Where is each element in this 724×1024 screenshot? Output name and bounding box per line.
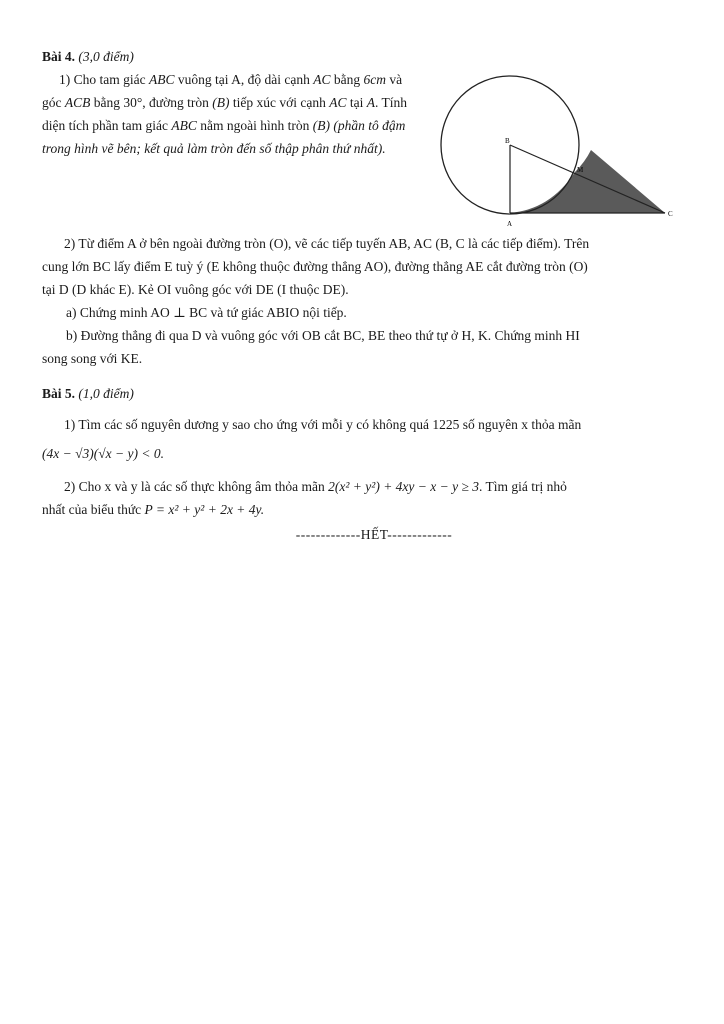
text: nhất của biểu thức bbox=[42, 502, 145, 517]
text: ABC bbox=[148, 72, 175, 87]
text: 2) Cho x và y là các số thực không âm thỏa mãn bbox=[64, 479, 329, 494]
text: (B) bbox=[212, 95, 230, 110]
text: bằng 30°, đường tròn bbox=[90, 95, 213, 110]
text: bằng bbox=[330, 72, 364, 87]
end-text: -------------HẾT------------- bbox=[295, 527, 453, 542]
text: ACB bbox=[64, 95, 91, 110]
bai5-p2-line2 bbox=[42, 498, 692, 521]
bai4-p2-line1: 2) Từ điểm A ở bên ngoài đường tròn (O), vẽ các tiếp tuyến AB, AC (B, C là các tiếp điểm). Trên bbox=[64, 236, 590, 251]
bai4-p2-a: a) Chứng minh AO ⊥ BC và tứ giác ABIO nội tiếp. bbox=[66, 305, 347, 320]
bai4-p2-b1: b) Đường thẳng đi qua D và vuông góc với OB cắt BC, BE theo thứ tự ở H, K. Chứng minh HI bbox=[66, 328, 580, 343]
text: và góc bbox=[42, 72, 403, 110]
text: (phần tô đậm trong hình vẽ bên; kết quả làm tròn đến số thập phân thứ nhất). bbox=[42, 118, 406, 156]
bai4-part2 bbox=[42, 232, 692, 370]
bai5-heading bbox=[42, 382, 692, 405]
text: (B) bbox=[312, 118, 330, 133]
condition-expr: 2(x² + y²) + 4xy − x − y ≥ 3 bbox=[328, 479, 480, 494]
text: 6cm bbox=[363, 72, 386, 87]
text: . Tìm giá trị nhỏ bbox=[479, 479, 567, 494]
bai5-points: (1,0 điểm) bbox=[75, 386, 134, 401]
target-expr: P = x² + y² + 2x + 4y. bbox=[144, 502, 265, 517]
label-a: A bbox=[507, 220, 513, 228]
label-b: B bbox=[505, 137, 510, 145]
text: ABC bbox=[171, 118, 197, 133]
bai4-p2-b2: song song với KE. bbox=[42, 351, 143, 366]
bai4-heading bbox=[42, 45, 407, 68]
text: vuông tại A, độ dài cạnh bbox=[174, 72, 314, 87]
bai5 bbox=[42, 382, 692, 521]
bai5-p1-expr: (4x − √3)(√x − y) < 0. bbox=[42, 446, 164, 461]
text: . Tính diện tích phần tam giác bbox=[42, 95, 407, 133]
bai4-part1 bbox=[42, 45, 407, 160]
text: 1) Cho tam giác bbox=[59, 72, 149, 87]
bai5-title: Bài 5. bbox=[42, 386, 76, 401]
text: A bbox=[366, 95, 375, 110]
text: tiếp xúc với cạnh bbox=[229, 95, 330, 110]
bai4-points: (3,0 điểm) bbox=[75, 49, 134, 64]
end-marker bbox=[284, 527, 464, 543]
text: AC bbox=[329, 95, 347, 110]
geometry-figure bbox=[425, 60, 685, 230]
text: tại bbox=[346, 95, 367, 110]
shaded-region bbox=[509, 150, 665, 213]
label-m: M bbox=[577, 166, 584, 174]
label-c: C bbox=[668, 210, 673, 218]
bai5-p1-line: 1) Tìm các số nguyên dương y sao cho ứng với mỗi y có không quá 1225 số nguyên x thỏa mãn bbox=[64, 417, 582, 432]
bai4-p2-line3: tại D (D khác E). Kẻ OI vuông góc với DE (I thuộc DE). bbox=[42, 282, 349, 297]
text: nằm ngoài hình tròn bbox=[196, 118, 313, 133]
text: AC bbox=[313, 72, 331, 87]
bai4-title: Bài 4. bbox=[42, 49, 76, 64]
bai4-p1-text bbox=[42, 68, 407, 160]
bai5-p2-line1 bbox=[42, 475, 692, 498]
bai4-p2-line2: cung lớn BC lấy điểm E tuỳ ý (E không thuộc đường thẳng AO), đường thẳng AE cắt đường tròn (O) bbox=[42, 259, 588, 274]
